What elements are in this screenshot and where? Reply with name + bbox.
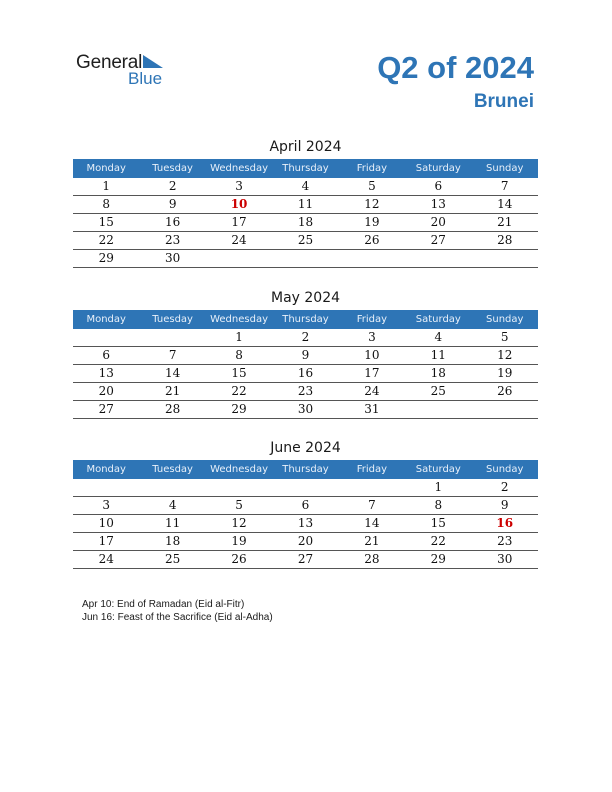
day-cell: 17 — [231, 215, 247, 229]
day-cell: 11 — [297, 197, 314, 211]
month-may — [73, 288, 538, 419]
day-cell: 27 — [297, 552, 314, 566]
logo — [76, 52, 176, 88]
week-row — [73, 214, 538, 232]
day-cell: 26 — [231, 552, 247, 566]
day-cell: 20 — [98, 384, 114, 398]
day-cell: 23 — [297, 384, 314, 398]
week-row — [73, 533, 538, 551]
empty-day-cell — [206, 479, 272, 496]
weekday-monday: Monday — [86, 464, 126, 475]
day-cell: 2 — [168, 179, 177, 193]
day-cell: 19 — [497, 366, 513, 380]
day-cell: 8 — [102, 197, 111, 211]
weekday-tuesday: Tuesday — [152, 314, 193, 325]
weekday-wednesday: Wednesday — [210, 314, 268, 325]
day-cell: 30 — [497, 552, 513, 566]
day-cell: 6 — [434, 179, 443, 193]
day-cell: 28 — [364, 552, 380, 566]
day-cell: 6 — [301, 498, 310, 512]
day-cell: 11 — [430, 348, 446, 362]
day-cell: 26 — [497, 384, 513, 398]
day-cell: 25 — [164, 552, 181, 566]
day-cell: 5 — [368, 179, 376, 193]
day-cell: 21 — [364, 534, 380, 548]
week-row — [73, 347, 538, 365]
logo-triangle-icon — [143, 55, 163, 68]
day-cell: 20 — [430, 215, 446, 229]
day-cell: 1 — [434, 480, 443, 494]
weekday-friday: Friday — [356, 464, 388, 475]
month-grid — [73, 329, 538, 419]
week-row — [73, 497, 538, 515]
month-grid — [73, 178, 538, 268]
country-name: Brunei — [473, 91, 534, 112]
day-cell: 14 — [364, 516, 380, 530]
weekday-friday: Friday — [356, 314, 388, 325]
day-cell: 9 — [301, 348, 310, 362]
day-cell: 3 — [368, 330, 376, 344]
weekday-monday: Monday — [86, 163, 126, 174]
day-cell: 10 — [98, 516, 114, 530]
week-row — [73, 551, 538, 569]
day-cell: 12 — [364, 197, 380, 211]
weekday-tuesday: Tuesday — [152, 163, 193, 174]
week-row — [73, 196, 538, 214]
empty-day-cell — [405, 250, 471, 267]
day-cell: 23 — [164, 233, 181, 247]
weekday-header — [73, 310, 538, 329]
day-cell: 22 — [231, 384, 247, 398]
holiday-note: Apr 10: End of Ramadan (Eid al-Fitr) — [82, 599, 245, 610]
weekday-thursday: Thursday — [282, 464, 329, 475]
day-cell: 18 — [430, 366, 446, 380]
week-row — [73, 232, 538, 250]
empty-day-cell — [73, 479, 139, 496]
day-cell: 2 — [500, 480, 509, 494]
day-cell: 24 — [364, 384, 380, 398]
weekday-thursday: Thursday — [282, 163, 329, 174]
week-row — [73, 401, 538, 419]
week-row — [73, 515, 538, 533]
day-cell: 2 — [301, 330, 310, 344]
day-cell: 8 — [235, 348, 243, 362]
empty-day-cell — [139, 329, 205, 346]
page-title: Q2 of 2024 — [377, 50, 534, 85]
empty-day-cell — [472, 401, 538, 418]
week-row — [73, 383, 538, 401]
holiday-note: Jun 16: Feast of the Sacrifice (Eid al-Adha) — [82, 612, 273, 623]
day-cell: 15 — [430, 516, 446, 530]
day-cell: 27 — [98, 402, 114, 416]
weekday-tuesday: Tuesday — [152, 464, 193, 475]
day-cell: 14 — [497, 197, 513, 211]
day-cell: 9 — [168, 197, 177, 211]
day-cell: 4 — [168, 498, 177, 512]
weekday-header — [73, 159, 538, 178]
day-cell: 19 — [231, 534, 247, 548]
day-cell: 28 — [497, 233, 513, 247]
week-row — [73, 329, 538, 347]
weekday-friday: Friday — [356, 163, 388, 174]
weekday-wednesday: Wednesday — [210, 163, 268, 174]
weekday-saturday: Saturday — [415, 314, 461, 325]
day-cell: 10 — [364, 348, 380, 362]
day-cell: 13 — [297, 516, 314, 530]
day-cell: 4 — [301, 179, 310, 193]
day-cell: 7 — [500, 179, 509, 193]
weekday-thursday: Thursday — [282, 314, 329, 325]
day-cell: 29 — [231, 402, 247, 416]
day-cell: 21 — [497, 215, 513, 229]
day-cell: 19 — [364, 215, 380, 229]
day-cell: 23 — [497, 534, 513, 548]
empty-day-cell — [339, 479, 405, 496]
weekday-sunday: Sunday — [486, 314, 524, 325]
day-cell: 7 — [168, 348, 177, 362]
day-cell: 24 — [231, 233, 247, 247]
day-cell: 21 — [164, 384, 181, 398]
day-cell: 15 — [231, 366, 247, 380]
day-cell: 28 — [164, 402, 181, 416]
day-cell: 16 — [496, 516, 514, 530]
weekday-header — [73, 460, 538, 479]
day-cell: 25 — [297, 233, 314, 247]
weekday-monday: Monday — [86, 314, 126, 325]
day-cell: 13 — [98, 366, 114, 380]
holiday-notes — [82, 598, 273, 624]
empty-day-cell — [73, 329, 139, 346]
month-title: April 2024 — [269, 139, 342, 155]
weekday-wednesday: Wednesday — [210, 464, 268, 475]
day-cell: 30 — [164, 251, 181, 265]
empty-day-cell — [206, 250, 272, 267]
week-row — [73, 178, 538, 196]
day-cell: 1 — [102, 179, 111, 193]
day-cell: 3 — [102, 498, 111, 512]
day-cell: 4 — [434, 330, 443, 344]
empty-day-cell — [339, 250, 405, 267]
day-cell: 1 — [235, 330, 243, 344]
day-cell: 26 — [364, 233, 380, 247]
day-cell: 10 — [230, 197, 248, 211]
day-cell: 17 — [364, 366, 380, 380]
empty-day-cell — [139, 479, 205, 496]
day-cell: 27 — [430, 233, 446, 247]
day-cell: 30 — [297, 402, 314, 416]
day-cell: 18 — [297, 215, 314, 229]
day-cell: 6 — [102, 348, 111, 362]
day-cell: 13 — [430, 197, 446, 211]
day-cell: 7 — [368, 498, 376, 512]
month-title: June 2024 — [270, 440, 341, 456]
week-row — [73, 250, 538, 268]
day-cell: 16 — [297, 366, 314, 380]
empty-day-cell — [272, 479, 338, 496]
empty-day-cell — [405, 401, 471, 418]
day-cell: 8 — [434, 498, 443, 512]
day-cell: 22 — [98, 233, 114, 247]
logo-blue-text: Blue — [128, 69, 163, 88]
day-cell: 15 — [98, 215, 114, 229]
day-cell: 29 — [430, 552, 446, 566]
day-cell: 12 — [497, 348, 513, 362]
weekday-saturday: Saturday — [415, 464, 461, 475]
day-cell: 12 — [231, 516, 247, 530]
day-cell: 5 — [500, 330, 509, 344]
logo-general-text: General — [76, 52, 143, 73]
day-cell: 25 — [430, 384, 446, 398]
month-title: May 2024 — [270, 290, 341, 306]
empty-day-cell — [272, 250, 338, 267]
month-april — [73, 137, 538, 268]
month-grid — [73, 479, 538, 569]
day-cell: 18 — [164, 534, 181, 548]
day-cell: 9 — [500, 498, 509, 512]
day-cell: 14 — [164, 366, 181, 380]
day-cell: 16 — [164, 215, 181, 229]
day-cell: 3 — [235, 179, 243, 193]
day-cell: 29 — [98, 251, 114, 265]
day-cell: 5 — [235, 498, 243, 512]
day-cell: 22 — [430, 534, 446, 548]
day-cell: 17 — [98, 534, 114, 548]
week-row — [73, 365, 538, 383]
month-june — [73, 438, 538, 569]
day-cell: 11 — [164, 516, 181, 530]
day-cell: 31 — [364, 402, 380, 416]
day-cell: 20 — [297, 534, 314, 548]
weekday-sunday: Sunday — [486, 464, 524, 475]
weekday-saturday: Saturday — [415, 163, 461, 174]
day-cell: 24 — [98, 552, 114, 566]
weekday-sunday: Sunday — [486, 163, 524, 174]
week-row — [73, 479, 538, 497]
empty-day-cell — [472, 250, 538, 267]
